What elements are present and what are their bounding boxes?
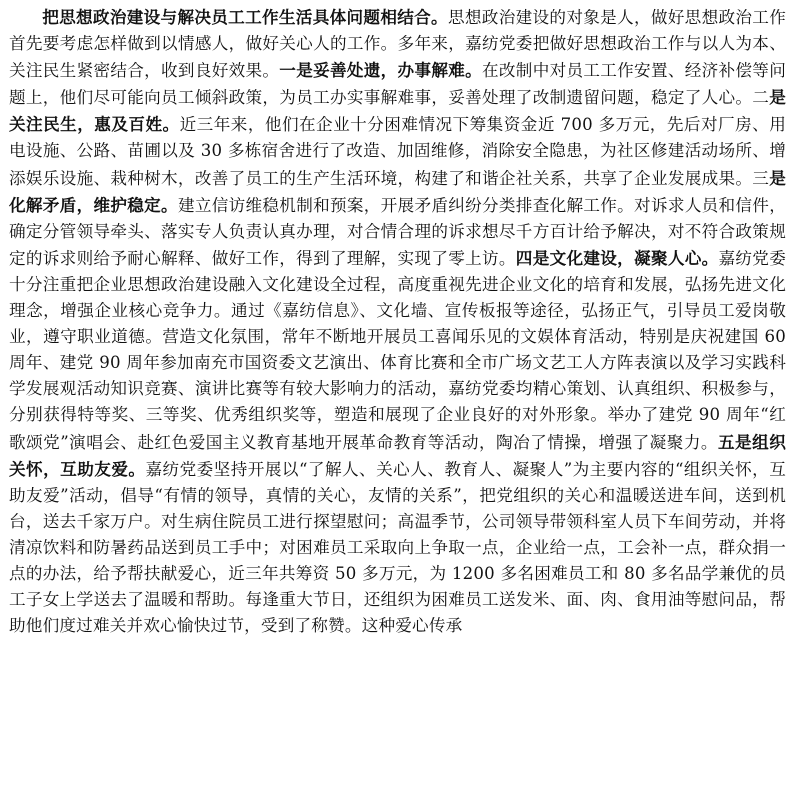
point-four-text: 嘉纺党委十分注重把企业思想政治建设融入文化建设全过程，高度重视先进企业文化的培育和发展，弘扬先进文化理念，增强企业核心竞争力。通过《嘉纺信息》、文化墙、宣传板报等途径，弘扬正气，引导员工爱岗敬业，遵守职业道德。营造文化氛围，常年不断地开展员工喜闻乐见的文娱体育活动，特别是庆祝建国 60 周年、建党 90 周年参加南充市国资委文艺演出、体育比赛和全市广场文艺工人方阵表演以及学习实践科学发展观活动知识竞赛、演讲比赛等有较大影响力的活动，嘉纺党委均精心策划、认真组织、积极参与，分别获得特等奖、三等奖、优秀组织奖等，塑造和展现了企业良好的对外形象。举办了建党 90 周年“红歌颂党”演唱会、赴红色爱国主义教育基地开展革命教育等活动，陶冶了情操，增强了凝聚力。 [9,248,786,452]
point-three-text: 建立信访维稳机制和预案，开展矛盾纠纷分类排查化解工作。对诉求人员和信件，确定分管领导牵头、落实专人负责认真办理，对合情合理的诉求想尽千方百计给予解决，对不符合政策规定的诉求则给予耐心解释、做好工作，得到了理解，实现了零上访。 [9,195,786,268]
point-four-heading: 四是文化建设，凝聚人心。 [515,247,719,268]
intro-text: 思想政治建设的对象是人，做好思想政治工作首先要考虑怎样做到以情感人，做好关心人的工作。多年来，嘉纺党委把做好思想政治工作与以人为本、关注民生紧密结合，收到良好效果。 [9,8,786,81]
point-one-heading: 一是妥善处遗，办事解难。 [279,60,483,81]
point-one-text: 在改制中对员工工作安置、经济补偿等问题上，他们尽可能向员工倾斜政策，为员工办实事解难事，妥善处理了改制遗留问题，稳定了人心。二 [9,61,786,108]
point-two-text: 近三年来，他们在企业十分困难情况下筹集资金近 700 多万元，先后对厂房、用电设施、公路、苗圃以及 30 多栋宿舍进行了改造、加固维修，消除安全隐患，为社区修建活动场所、增添娱乐设施、栽种树木，改善了员工的生产生活环境，构建了和谐企社关系，共享了企业发展成果。三 [9,115,787,188]
heading-lead-sentence: 把思想政治建设与解决员工工作生活具体问题相结合。 [42,7,448,27]
point-five-heading: 五是组织关怀，互助友爱。 [9,431,786,479]
point-three-heading: 是化解矛盾，维护稳定。 [9,167,786,215]
point-two-heading: 是关注民生，惠及百姓。 [9,87,786,135]
point-five-text: 嘉纺党委坚持开展以“了解人、关心人、教育人、凝聚人”为主要内容的“组织关怀，互助友爱”活动，倡导“有情的领导，真情的关心，友情的关系”，把党组织的关心和温暖送进车间，送到机台，送去千家万户。对生病住院员工进行探望慰问；高温季节，公司领导带领科室人员下车间劳动，并将清凉饮料和防暑药品送到员工手中；对困难员工采取向上争取一点，企业给一点，工会补一点，群众捐一点的办法，给予帮扶献爱心，近三年共筹资 50 多万元，为 1200 多名困难员工和 80 多名品学兼优的员工子女上学送去了温暖和帮助。每逢重大节日，还组织为困难员工送发米、面、肉、食用油等慰问品，帮助他们度过难关并欢心愉快过节，受到了称赞。这种爱心传承 [9,459,787,636]
body-paragraph [9,4,786,639]
